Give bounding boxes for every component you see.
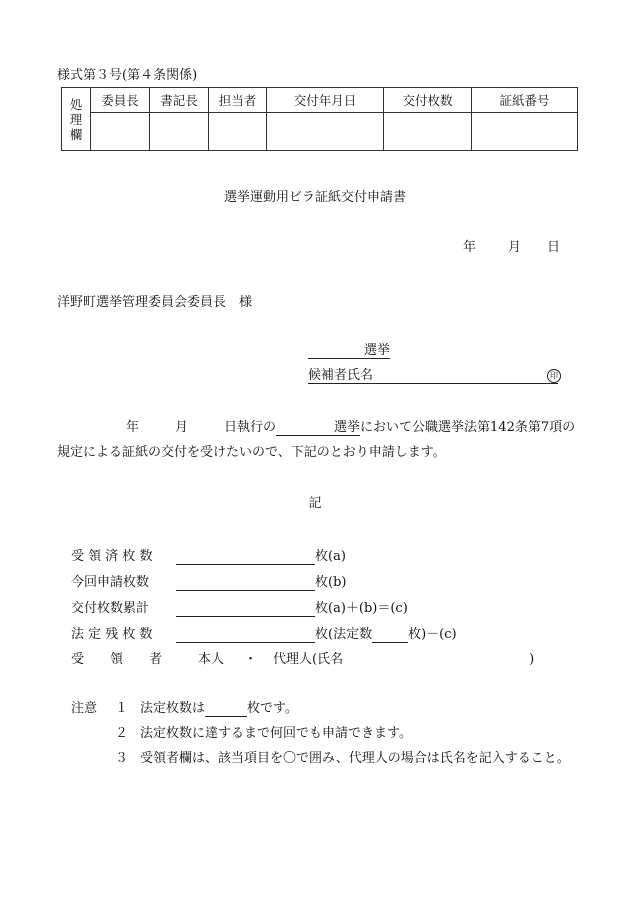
date-day: 日 (547, 240, 561, 255)
item-label: 今回申請枚数 (71, 575, 150, 590)
notes-heading: 注意 (71, 701, 98, 716)
note-1 (115, 697, 298, 717)
receiver-agent-option[interactable]: 代理人(氏名 (273, 652, 344, 667)
body-year: 年 (126, 420, 140, 435)
date-month: 月 (508, 240, 522, 255)
total-count-field[interactable] (176, 601, 315, 617)
requested-count-field[interactable] (176, 575, 315, 591)
header-staff: 担当者 (209, 88, 267, 113)
receiver-label: 受 領 者 (71, 652, 163, 667)
item-requested (71, 571, 346, 591)
body-line1-rest: において公職選挙法第142条第7項の (360, 420, 576, 435)
legal-count-field[interactable] (372, 627, 408, 643)
election-line (308, 339, 390, 359)
receiver-separator: ・ (244, 652, 258, 667)
receiver-row (71, 648, 534, 667)
item-suffix: 枚(a)＋(b)＝(c) (315, 601, 408, 616)
candidate-line (308, 364, 558, 384)
item-suffix-b: 枚)－(c) (408, 627, 457, 642)
cell-issue-count[interactable] (384, 113, 472, 151)
note-number: ２ (115, 726, 129, 741)
candidate-field[interactable] (308, 364, 558, 384)
note-text: 法定枚数に達するまで何回でも申請できます。 (140, 726, 412, 741)
received-count-field[interactable] (176, 549, 315, 565)
seal-icon: 印 (547, 369, 561, 383)
candidate-label: 候補者氏名 (308, 368, 374, 383)
receiver-self-option[interactable]: 本人 (198, 652, 225, 667)
body-election-word: 選挙 (334, 420, 361, 435)
item-remaining (71, 623, 457, 643)
note-text-b: 枚です。 (247, 701, 298, 716)
body-line-2: 規定による証紙の交付を受けたいので、下記のとおり申請します。 (57, 445, 446, 460)
body-month: 月 (175, 420, 189, 435)
header-stamp-number: 証紙番号 (472, 88, 578, 113)
cell-staff[interactable] (209, 113, 267, 151)
item-label: 法 定 残 枚 数 (71, 627, 153, 642)
item-suffix: 枚(a) (315, 549, 346, 564)
ki-heading: 記 (308, 496, 322, 511)
processing-table (61, 87, 578, 151)
cell-stamp-number[interactable] (472, 113, 578, 151)
election-label: 選挙 (363, 343, 390, 358)
body-election-field[interactable] (276, 416, 360, 436)
date-year: 年 (463, 240, 477, 255)
header-chairman: 委員長 (91, 88, 150, 113)
note-text-a: 法定枚数は (140, 701, 206, 716)
item-label: 交付枚数累計 (71, 601, 150, 616)
header-issue-count: 交付枚数 (384, 88, 472, 113)
cell-issue-date[interactable] (267, 113, 384, 151)
form-number: 様式第３号(第４条関係) (57, 68, 198, 83)
note-3 (115, 747, 570, 766)
remaining-count-field[interactable] (176, 627, 315, 643)
item-label: 受 領 済 枚 数 (71, 549, 153, 564)
body-day-exec: 日執行の (224, 420, 277, 435)
cell-chairman[interactable] (91, 113, 150, 151)
item-suffix-a: 枚(法定数 (315, 627, 373, 642)
note-2 (115, 722, 412, 741)
item-total (71, 597, 408, 617)
body-line-1 (126, 416, 575, 436)
header-issue-date: 交付年月日 (267, 88, 384, 113)
legal-limit-field[interactable] (205, 701, 247, 717)
note-number: ３ (115, 751, 129, 766)
cell-secretary[interactable] (150, 113, 209, 151)
receiver-close: ) (529, 652, 535, 667)
addressee: 洋野町選挙管理委員会委員長 様 (57, 295, 253, 310)
election-field[interactable] (308, 339, 390, 359)
note-number: １ (115, 701, 129, 716)
processing-side-label: 処理欄 (62, 88, 91, 151)
header-secretary: 書記長 (150, 88, 209, 113)
item-suffix: 枚(b) (315, 575, 347, 590)
item-received (71, 545, 346, 565)
document-title: 選挙運動用ビラ証紙交付申請書 (223, 190, 406, 205)
note-text: 受領者欄は、該当項目を〇で囲み、代理人の場合は氏名を記入すること。 (140, 751, 570, 766)
